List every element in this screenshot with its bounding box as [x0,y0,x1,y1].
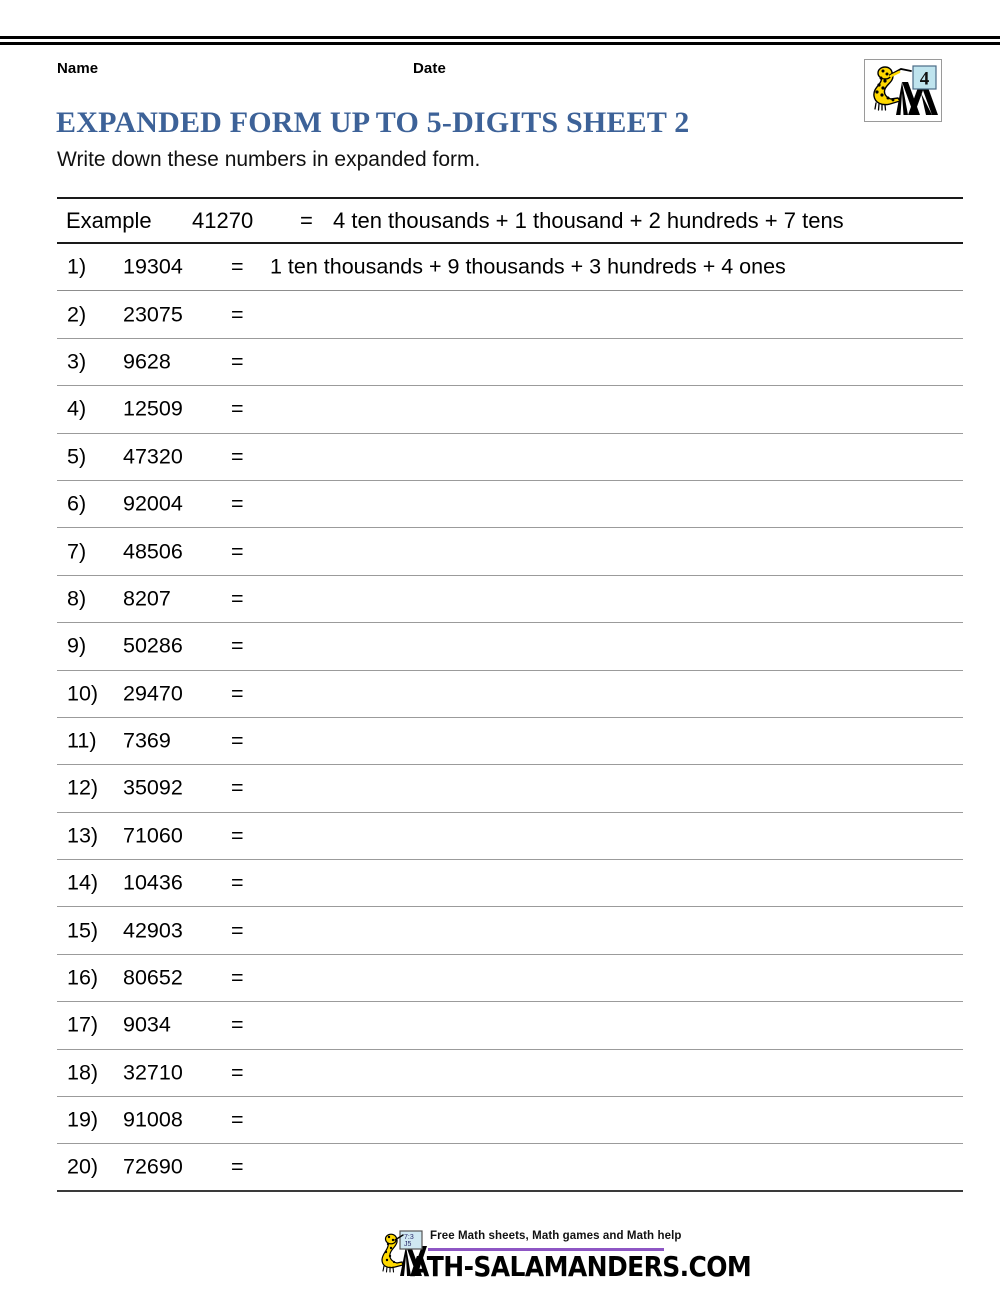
equals-sign: = [231,1012,244,1037]
question-number: 8207 [123,586,171,611]
question-row [57,1002,963,1049]
equals-sign: = [231,301,244,326]
question-label: 5) [67,444,87,468]
question-row [57,671,963,718]
question-number: 80652 [123,965,183,990]
salamander-grade-icon [865,60,941,121]
question-number: 9628 [123,349,171,374]
question-number: 42903 [123,917,183,942]
math-salamanders-logo [864,59,942,122]
question-label: 10) [67,680,99,705]
question-row [57,339,963,386]
question-number: 29470 [123,680,183,705]
name-label: Name [57,60,99,77]
question-number: 9034 [123,1012,171,1037]
question-number: 23075 [123,301,183,326]
worksheet-table [57,197,963,1192]
question-label: 16) [67,965,99,990]
question-number: 50286 [123,633,183,658]
question-row [57,1097,963,1144]
question-row [57,765,963,812]
page-footer [0,1224,1000,1286]
question-label: 4) [67,396,87,421]
equals-sign: = [231,680,244,705]
question-number: 48506 [123,538,183,563]
question-label: 7) [67,538,87,563]
question-row [57,718,963,765]
question-row [57,576,963,623]
question-number: 10436 [123,870,183,895]
question-number: 92004 [123,491,183,516]
question-row [57,434,963,481]
question-rows [57,244,963,1192]
question-label: 12) [67,775,99,800]
question-label: 9) [67,633,87,658]
question-row [57,1050,963,1097]
question-row [57,907,963,954]
equals-sign: = [231,586,244,611]
question-label: 15) [67,917,99,942]
question-row [57,244,963,291]
question-label: 18) [67,1060,99,1085]
question-number: 71060 [123,823,183,848]
equals-sign: = [231,1060,244,1085]
question-row [57,813,963,860]
equals-sign: = [231,1154,244,1179]
question-row [57,955,963,1002]
question-label: 3) [67,349,87,374]
page-title: EXPANDED FORM UP TO 5-DIGITS SHEET 2 [56,106,690,139]
example-answer: 4 ten thousands + 1 thousand + 2 hundreds + 7 tens [333,207,844,233]
question-label: 6) [67,491,87,516]
page-subtitle: Write down these numbers in expanded form. [57,148,481,171]
question-number: 72690 [123,1154,183,1179]
footer-tagline: Free Math sheets, Math games and Math help [430,1230,682,1242]
page-top-rule [0,36,1000,45]
equals-sign: = [231,254,244,279]
example-equals: = [300,207,313,233]
question-row [57,623,963,670]
equals-sign: = [231,965,244,990]
question-label: 14) [67,870,99,895]
question-row [57,291,963,338]
svg-text:J5: J5 [404,1241,412,1248]
equals-sign: = [231,870,244,895]
equals-sign: = [231,349,244,374]
question-label: 11) [67,728,97,753]
footer-site-name: ATH-SALAMANDERS.COM [410,1250,752,1283]
equals-sign: = [231,917,244,942]
question-number: 12509 [123,396,183,421]
equals-sign: = [231,444,244,468]
question-label: 8) [67,586,87,611]
question-number: 32710 [123,1060,183,1085]
question-number: 91008 [123,1107,183,1132]
equals-sign: = [231,633,244,658]
equals-sign: = [231,538,244,563]
question-label: 20) [67,1154,99,1179]
equals-sign: = [231,823,244,848]
question-number: 47320 [123,444,183,468]
grade-badge-number: 4 [919,68,930,90]
example-label: Example [66,207,152,233]
date-label: Date [413,60,446,77]
equals-sign: = [231,728,244,753]
equals-sign: = [231,396,244,421]
example-number: 41270 [192,207,254,233]
equals-sign: = [231,1107,244,1132]
question-label: 13) [67,823,99,848]
equals-sign: = [231,491,244,516]
question-row [57,860,963,907]
question-label: 19) [67,1107,99,1132]
question-label: 1) [67,254,87,279]
answer-field[interactable]: 1 ten thousands + 9 thousands + 3 hundreds + 4 ones [270,254,786,279]
question-row [57,481,963,528]
question-row [57,386,963,433]
question-label: 17) [67,1012,99,1037]
question-number: 19304 [123,254,183,279]
equals-sign: = [231,775,244,800]
question-number: 7369 [123,728,171,753]
name-date-header [57,60,963,82]
question-number: 35092 [123,775,183,800]
example-row [57,197,963,244]
question-label: 2) [67,301,87,326]
question-row [57,1144,963,1191]
svg-text:7:3: 7:3 [404,1234,414,1241]
question-row [57,528,963,575]
